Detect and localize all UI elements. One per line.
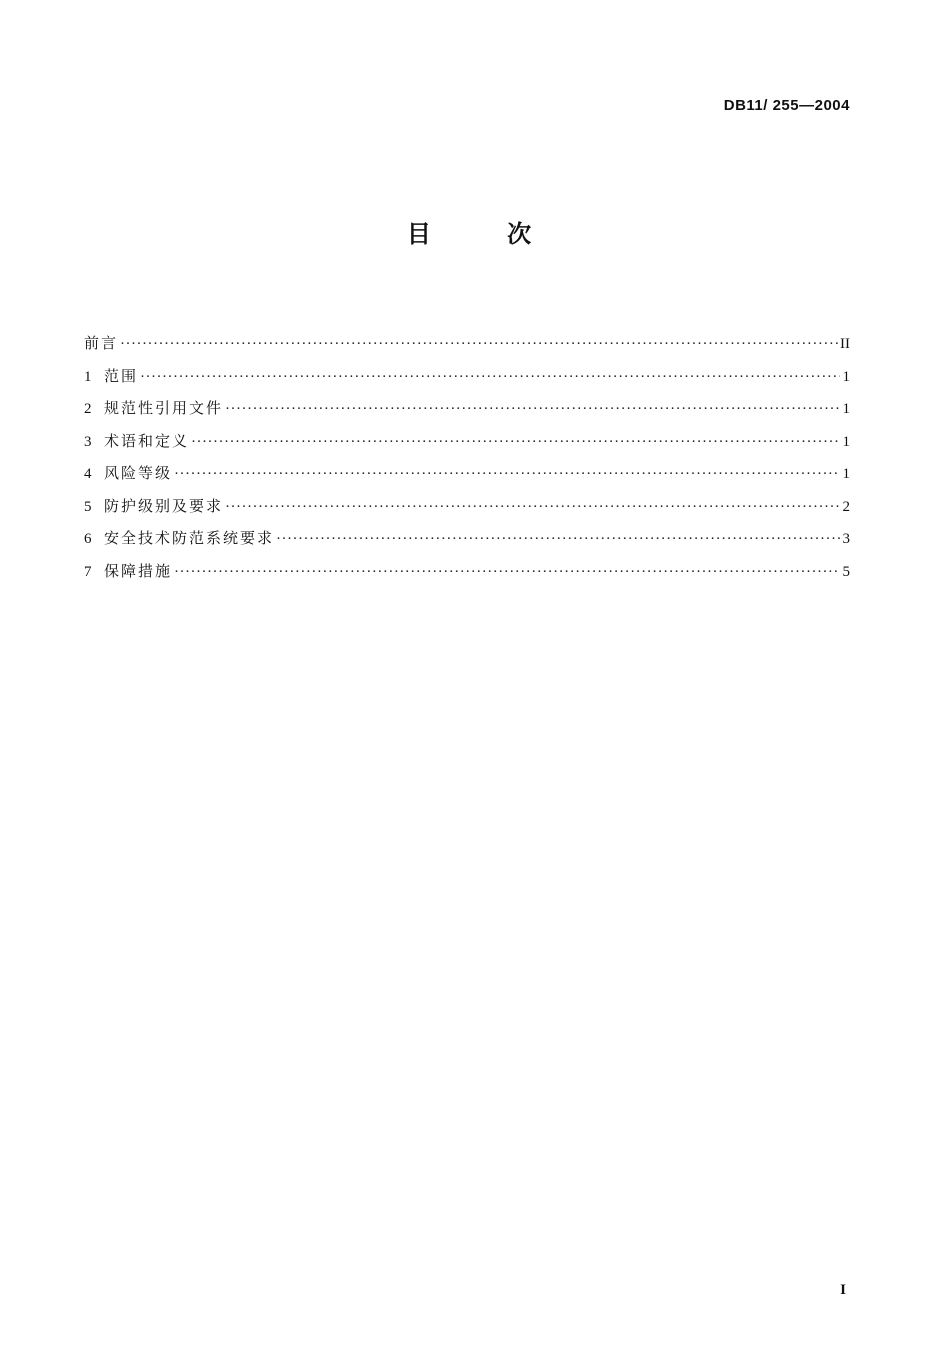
toc-entry-number: 4: [84, 466, 92, 482]
page-number: I: [840, 1282, 846, 1298]
toc-dot-leader: [225, 401, 840, 418]
toc-entry-number: 1: [84, 368, 92, 385]
toc-dot-leader: [225, 499, 840, 516]
toc-entry-number: 6: [84, 531, 92, 547]
toc-entry-label: 规范性引用文件: [104, 399, 224, 417]
toc-dot-leader: [120, 336, 838, 353]
toc-entry-label: 范围: [104, 366, 139, 385]
toc-entry-protection-levels[interactable]: [84, 495, 850, 528]
toc-entry-page: II: [840, 336, 850, 352]
toc-dot-leader: [191, 434, 840, 451]
toc-entry-label: 术语和定义: [104, 431, 190, 450]
toc-entry-terms-definitions[interactable]: [84, 430, 850, 463]
toc-dot-leader: [140, 369, 840, 386]
toc-entry-page: 5: [842, 563, 850, 580]
toc-entry-risk-levels[interactable]: [84, 462, 850, 495]
toc-entry-safeguard-measures[interactable]: [84, 560, 850, 593]
toc-entry-label: 前言: [84, 334, 119, 352]
toc-entry-page: 1: [842, 466, 850, 482]
toc-entry-page: 1: [842, 368, 850, 385]
toc-entry-security-system-requirements[interactable]: [84, 527, 850, 560]
toc-entry-page: 3: [842, 531, 850, 547]
toc-entry-number: 7: [84, 563, 92, 580]
toc-dot-leader: [174, 466, 840, 483]
toc-entry-page: 2: [842, 498, 850, 515]
toc-dot-leader: [276, 531, 840, 548]
toc-entry-normative-references[interactable]: [84, 397, 850, 430]
toc-entry-page: 1: [842, 401, 850, 417]
toc-entry-number: 2: [84, 401, 92, 417]
document-code: DB11/ 255—2004: [723, 97, 850, 114]
toc-title: 目 次: [406, 220, 566, 248]
toc-entry-label: 安全技术防范系统要求: [104, 529, 275, 547]
toc-entry-scope[interactable]: [84, 365, 850, 398]
toc-entry-page: 1: [842, 433, 850, 450]
toc-entry-foreword[interactable]: [84, 332, 850, 365]
toc-dot-leader: [174, 564, 840, 581]
toc-entry-number: 5: [84, 498, 92, 515]
table-of-contents: [84, 332, 850, 592]
toc-entry-number: 3: [84, 433, 92, 450]
toc-entry-label: 保障措施: [104, 561, 173, 580]
toc-entry-label: 防护级别及要求: [104, 496, 224, 515]
toc-entry-label: 风险等级: [104, 464, 173, 482]
